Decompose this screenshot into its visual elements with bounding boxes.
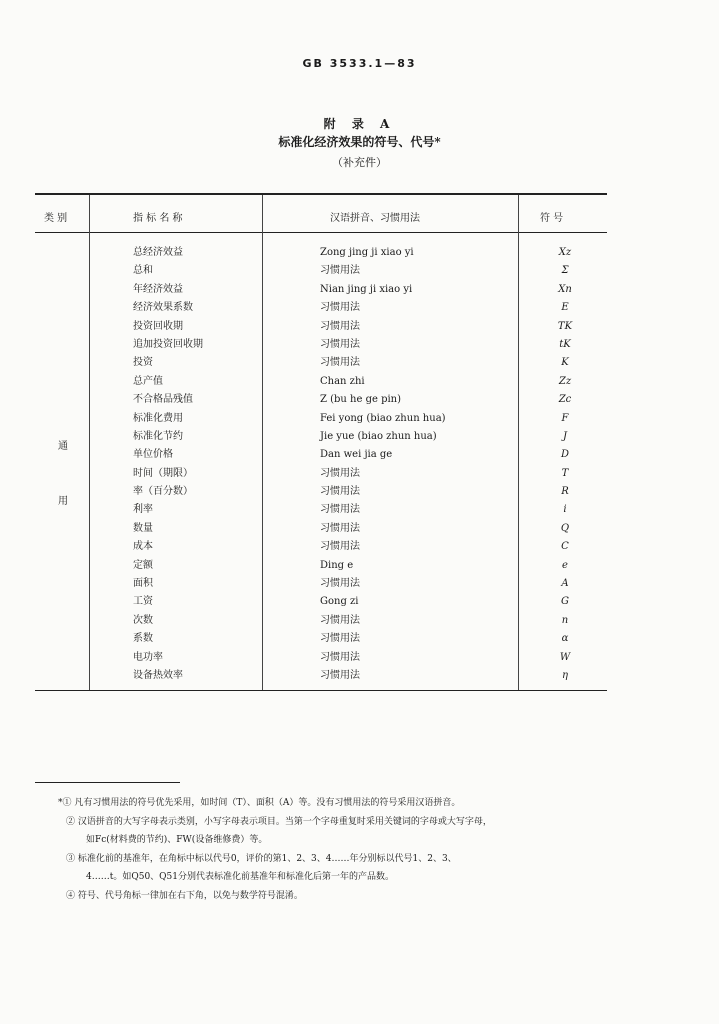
pinyin-value: 习惯用法 — [320, 614, 360, 626]
indicator-name: 投资回收期 — [133, 320, 183, 332]
symbol-value: Zc — [558, 394, 572, 406]
indicator-name: 数量 — [133, 522, 153, 534]
footnote-rule — [35, 782, 180, 783]
indicator-name: 率（百分数） — [133, 486, 193, 498]
pinyin-value: 习惯用法 — [320, 541, 360, 553]
pinyin-value: 习惯用法 — [320, 651, 360, 663]
indicator-name: 追加投资回收期 — [133, 338, 203, 350]
symbol-value: C — [561, 541, 569, 553]
pinyin-value: Zong jing ji xiao yi — [320, 247, 414, 258]
indicator-name: 投资 — [133, 357, 153, 369]
pinyin-value: 习惯用法 — [320, 578, 360, 590]
indicator-name: 不合格品残值 — [133, 394, 193, 406]
appendix-subtitle: 标准化经济效果的符号、代号* — [278, 135, 441, 149]
symbol-value: TK — [557, 320, 573, 332]
symbol-value: Q — [560, 522, 570, 534]
table-column-divider — [89, 195, 90, 690]
pinyin-value: 习惯用法 — [320, 357, 360, 369]
symbol-value: Zz — [558, 375, 572, 387]
appendix-note: （补充件） — [332, 156, 387, 169]
footnote-3-cont: 4……t。如Q50、Q51分别代表标准化前基准年和标准化后第一年的产品数。 — [86, 872, 395, 882]
indicator-name: 总产值 — [133, 375, 163, 387]
appendix-title: 附 录 A — [323, 117, 396, 131]
pinyin-value: Fei yong (biao zhun hua) — [320, 412, 446, 424]
indicator-name: 总经济效益 — [133, 247, 183, 258]
pinyin-value: 习惯用法 — [320, 302, 360, 314]
indicator-name: 单位价格 — [133, 449, 173, 461]
indicator-name: 标准化节约 — [133, 430, 183, 442]
standard-code-header: GB 3533.1—83 — [302, 57, 417, 70]
symbol-value: A — [561, 578, 569, 590]
symbol-value: G — [561, 596, 569, 608]
symbol-value: F — [561, 412, 569, 424]
pinyin-value: 习惯用法 — [320, 320, 360, 332]
indicator-name: 年经济效益 — [133, 283, 183, 295]
pinyin-column — [320, 244, 520, 685]
category-label: 通 — [58, 441, 68, 452]
indicator-name: 标准化费用 — [133, 412, 183, 424]
header-indicator-name: 指 标 名 称 — [133, 213, 183, 224]
pinyin-value: Z (bu he ge pin) — [320, 394, 402, 406]
footnote-3: ③ 标准化前的基准年，在角标中标以代号0，评价的第1、2、3、4……年分别标以代号1、2、3、 — [66, 854, 457, 864]
table-top-rule — [35, 193, 607, 195]
header-symbol: 符 号 — [540, 213, 564, 224]
symbol-value: J — [562, 430, 567, 442]
pinyin-value: 习惯用法 — [320, 522, 360, 534]
header-category: 类 别 — [44, 213, 68, 224]
symbol-value: tK — [559, 338, 571, 350]
pinyin-value: Chan zhi — [320, 375, 365, 387]
indicator-name: 成本 — [133, 541, 153, 553]
pinyin-value: Nian jing ji xiao yi — [320, 283, 413, 295]
indicator-name-column — [133, 244, 263, 685]
indicator-name: 工资 — [133, 596, 153, 608]
pinyin-value: 习惯用法 — [320, 504, 360, 516]
indicator-name: 利率 — [133, 504, 153, 516]
indicator-name: 次数 — [133, 614, 153, 626]
symbol-column — [525, 244, 605, 685]
symbol-value: η — [562, 669, 568, 681]
symbol-value: Xz — [558, 247, 572, 258]
pinyin-value: Dan wei jia ge — [320, 449, 393, 461]
footnote-4: ④ 符号、代号角标一律加在右下角，以免与数学符号混淆。 — [66, 891, 303, 901]
indicator-name: 定额 — [133, 559, 153, 571]
footnote-2-cont: 如Fc(材料费的节约)、FW(设备维修费）等。 — [86, 835, 268, 845]
table-header-rule — [35, 232, 607, 233]
symbol-value: K — [561, 357, 569, 369]
table-bottom-rule — [35, 690, 607, 691]
symbol-value: Σ — [561, 265, 569, 277]
pinyin-value: Jie yue (biao zhun hua) — [320, 430, 437, 442]
pinyin-value: Ding e — [320, 559, 354, 571]
indicator-name: 总和 — [133, 265, 153, 277]
symbol-value: T — [561, 467, 569, 479]
indicator-name: 时间（期限） — [133, 467, 193, 479]
indicator-name: 经济效果系数 — [133, 302, 193, 314]
symbol-value: W — [559, 651, 571, 663]
footnote-2: ② 汉语拼音的大写字母表示类别，小写字母表示项目。当第一个字母重复时采用关键词的字母或大写字母， — [66, 817, 492, 827]
pinyin-value: Gong zi — [320, 596, 359, 608]
symbol-value: n — [561, 614, 569, 626]
indicator-name: 面积 — [133, 578, 153, 590]
symbol-value: e — [562, 559, 568, 571]
pinyin-value: 习惯用法 — [320, 467, 360, 479]
symbol-value: E — [561, 302, 569, 314]
pinyin-value: 习惯用法 — [320, 633, 360, 645]
category-label: 用 — [58, 496, 68, 507]
indicator-name: 电功率 — [133, 651, 163, 663]
header-pinyin: 汉语拼音、习惯用法 — [330, 213, 420, 224]
indicator-name: 设备热效率 — [133, 669, 183, 681]
symbol-value: α — [561, 633, 569, 645]
symbol-value: Xn — [558, 283, 572, 295]
footnote-1: *① 凡有习惯用法的符号优先采用，如时间（T）、面积（A）等。没有习惯用法的符号采用汉语拼音。 — [58, 798, 461, 808]
indicator-name: 系数 — [133, 633, 153, 645]
pinyin-value: 习惯用法 — [320, 669, 360, 681]
symbol-value: R — [561, 486, 569, 498]
symbol-value: D — [560, 449, 570, 461]
pinyin-value: 习惯用法 — [320, 338, 360, 350]
symbol-value: i — [563, 504, 567, 516]
pinyin-value: 习惯用法 — [320, 265, 360, 277]
pinyin-value: 习惯用法 — [320, 486, 360, 498]
